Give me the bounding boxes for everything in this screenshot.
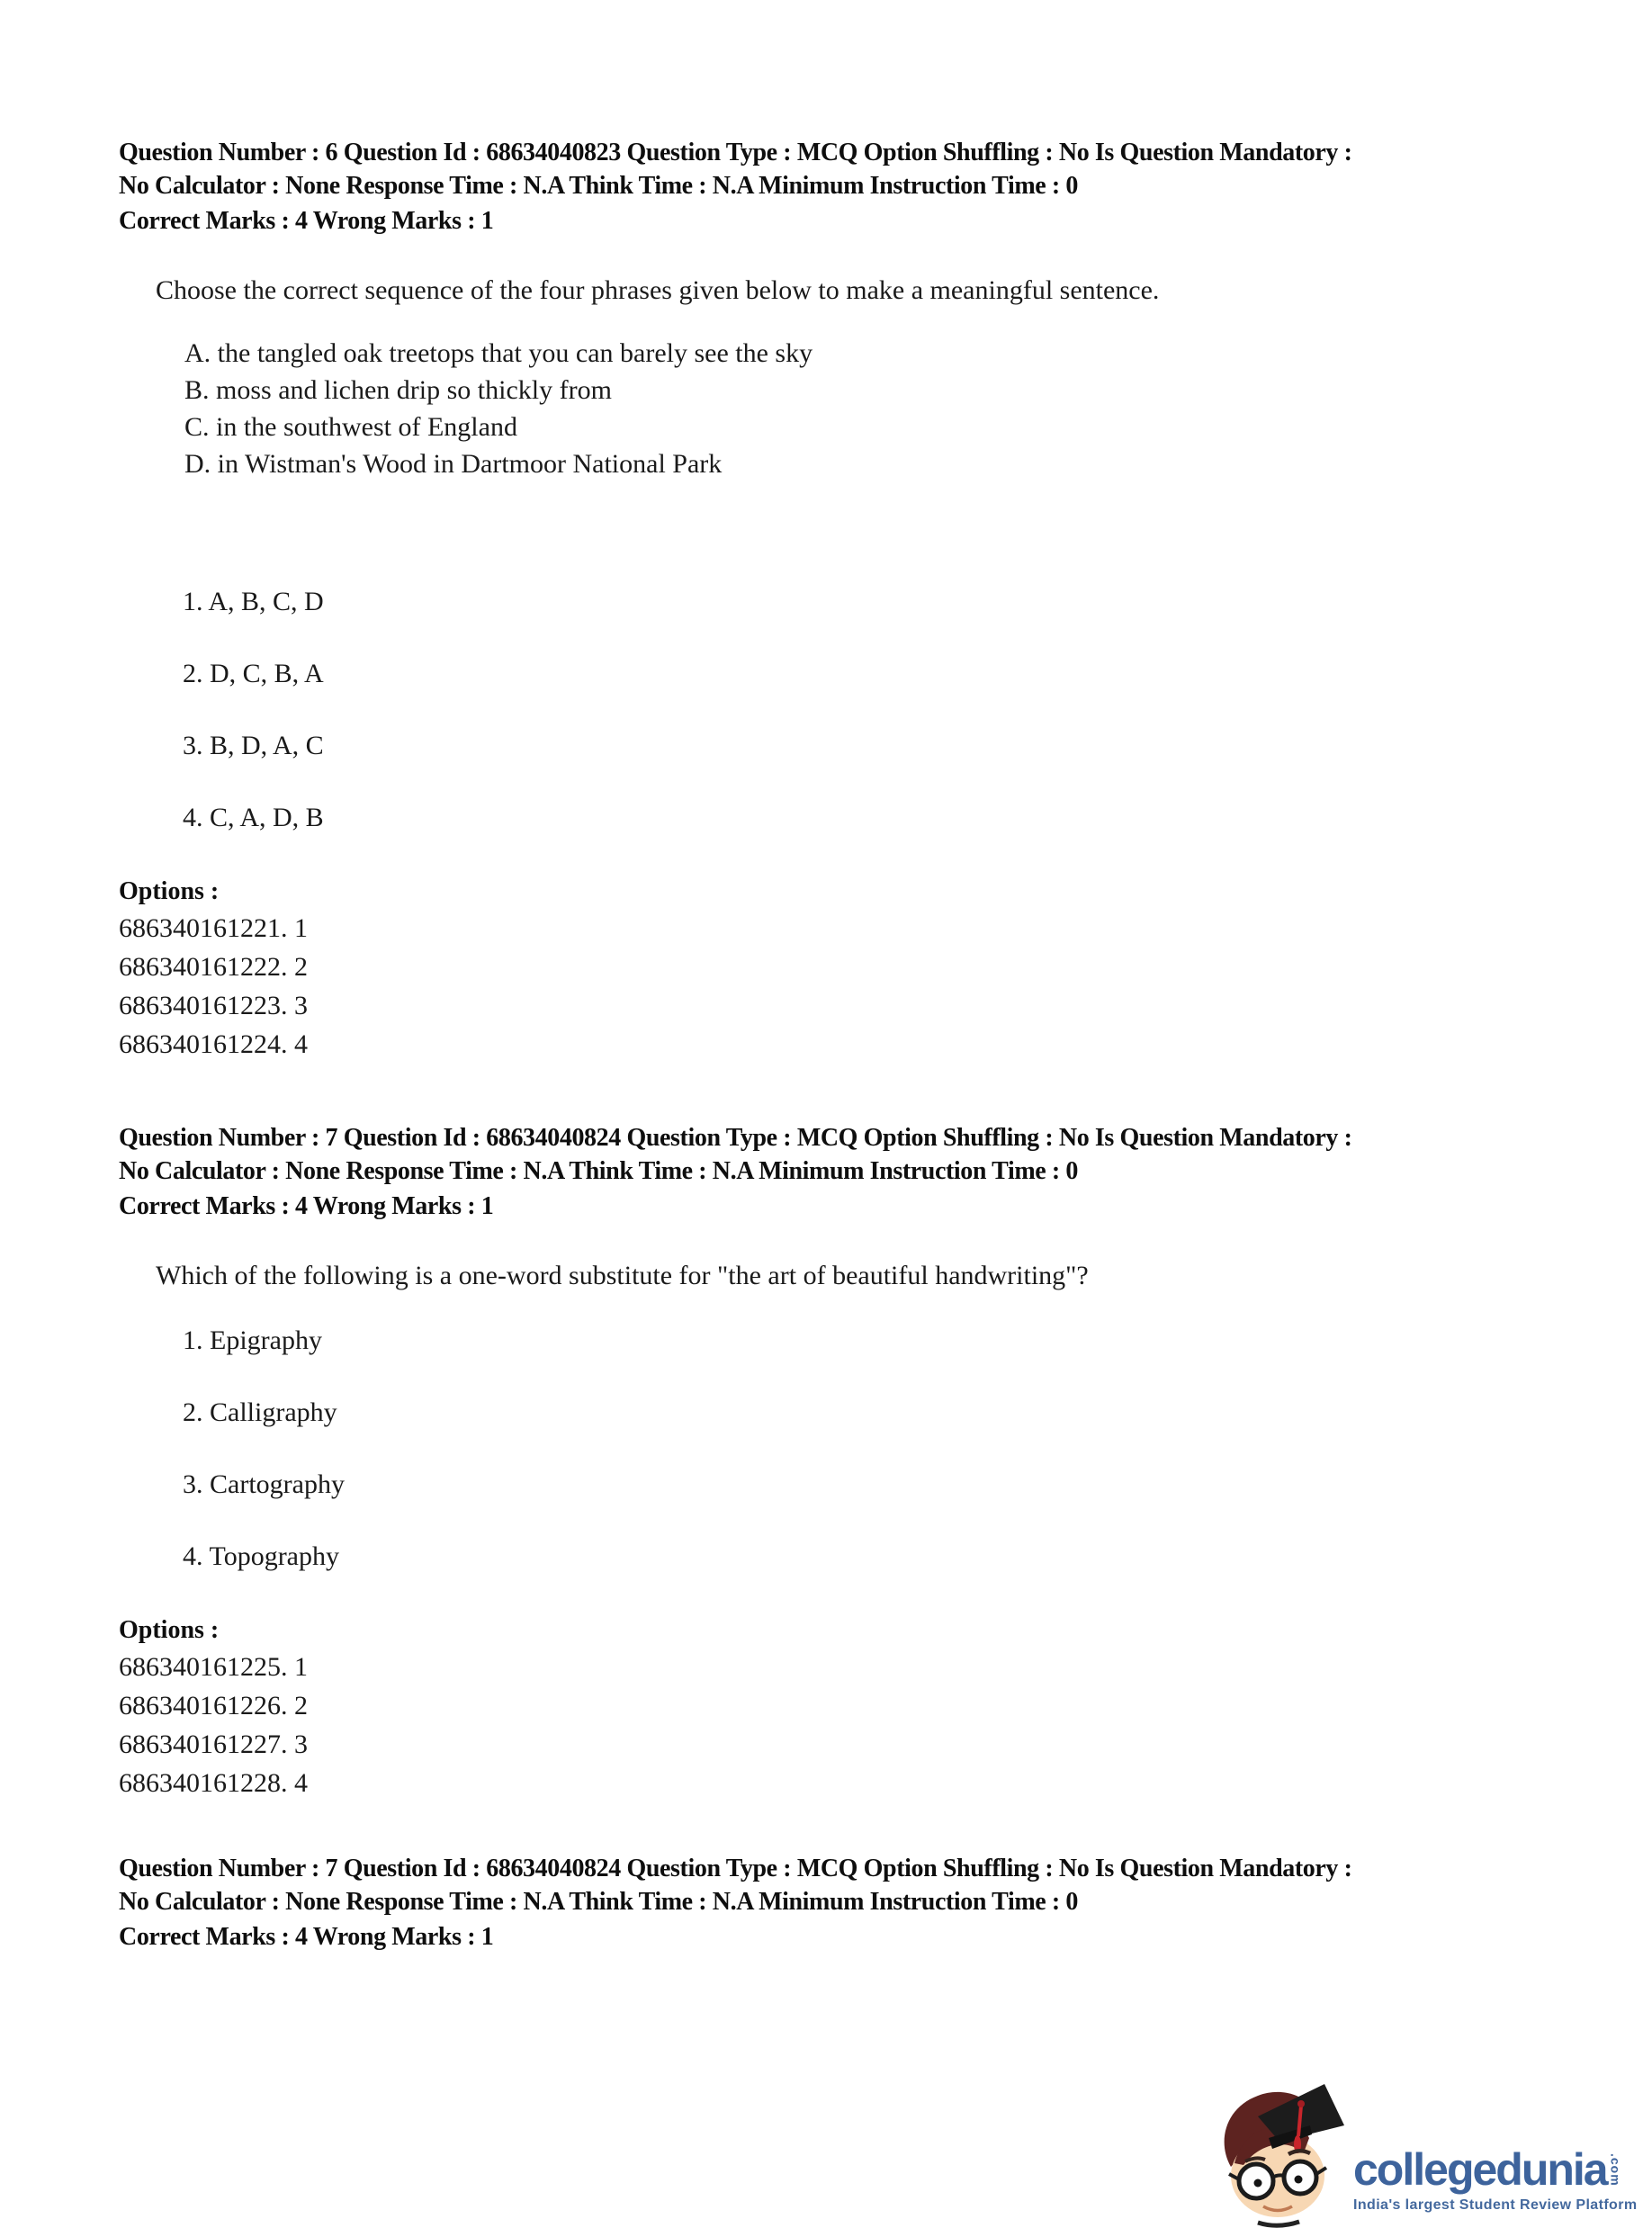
option-id-item: 686340161224. 4: [119, 1029, 308, 1059]
choice-item: 4. C, A, D, B: [183, 803, 324, 832]
choice-list: [183, 587, 1612, 833]
option-id-list: [119, 1648, 1612, 1802]
options-label: Options :: [119, 877, 220, 905]
option-id-item: 686340161226. 2: [119, 1691, 308, 1720]
option-id-item: 686340161228. 4: [119, 1768, 308, 1798]
choice-item: 2. Calligraphy: [183, 1397, 337, 1427]
option-id-item: 686340161225. 1: [119, 1652, 308, 1682]
logo-tagline: India's largest Student Review Platform: [1353, 2197, 1638, 2213]
option-id-item: 686340161221. 1: [119, 913, 308, 943]
question-meta-line: Question Number : 7 Question Id : 68634040824 Question Type : MCQ Option Shuffling : No Is Question Mandatory :: [119, 1855, 1352, 1882]
option-id-item: 686340161227. 3: [119, 1729, 308, 1759]
logo-domain-suffix: .com: [1608, 2153, 1623, 2187]
choice-item: 1. Epigraphy: [183, 1325, 322, 1355]
phrase-item: B. moss and lichen drip so thickly from: [184, 375, 612, 405]
choice-item: 3. Cartography: [183, 1469, 345, 1499]
question-meta-line: No Calculator : None Response Time : N.A Think Time : N.A Minimum Instruction Time : 0: [119, 1888, 1078, 1916]
phrase-item: C. in the southwest of England: [184, 412, 517, 442]
question-block-7-repeat-header: [119, 1852, 1612, 1954]
option-id-item: 686340161222. 2: [119, 952, 308, 982]
question-marks-line: Correct Marks : 4 Wrong Marks : 1: [119, 1192, 494, 1220]
question-meta-line: Question Number : 7 Question Id : 68634040824 Question Type : MCQ Option Shuffling : No Is Question Mandatory :: [119, 1124, 1352, 1152]
option-id-item: 686340161223. 3: [119, 991, 308, 1020]
choice-list: [183, 1325, 1612, 1572]
question-meta-line: Question Number : 6 Question Id : 68634040823 Question Type : MCQ Option Shuffling : No Is Question Mandatory :: [119, 139, 1352, 166]
logo-brand-text: collegedunia: [1353, 2144, 1607, 2195]
option-id-list: [119, 909, 1612, 1064]
choice-item: 1. A, B, C, D: [183, 587, 324, 616]
options-label: Options :: [119, 1616, 220, 1644]
question-meta-line: No Calculator : None Response Time : N.A Think Time : N.A Minimum Instruction Time : 0: [119, 172, 1078, 200]
choice-item: 4. Topography: [183, 1541, 339, 1571]
question-text: Choose the correct sequence of the four phrases given below to make a meaningful sentence.: [156, 275, 1160, 305]
question-marks-line: Correct Marks : 4 Wrong Marks : 1: [119, 1923, 494, 1951]
collegedunia-mascot-icon: [1217, 2073, 1350, 2228]
collegedunia-logo[interactable]: [1217, 2071, 1639, 2228]
question-text: Which of the following is a one-word substitute for "the art of beautiful handwriting"?: [156, 1261, 1089, 1290]
phrase-item: A. the tangled oak treetops that you can barely see the sky: [184, 338, 813, 368]
phrase-item: D. in Wistman's Wood in Dartmoor National Park: [184, 449, 723, 479]
choice-item: 3. B, D, A, C: [183, 731, 324, 760]
question-block-7: [119, 1121, 1612, 1802]
choice-item: 2. D, C, B, A: [183, 659, 324, 688]
logo-text-column: [1353, 2144, 1638, 2228]
phrase-list: [184, 335, 1612, 482]
question-block-6: [119, 136, 1612, 1064]
question-marks-line: Correct Marks : 4 Wrong Marks : 1: [119, 207, 494, 235]
question-meta-line: No Calculator : None Response Time : N.A Think Time : N.A Minimum Instruction Time : 0: [119, 1157, 1078, 1185]
